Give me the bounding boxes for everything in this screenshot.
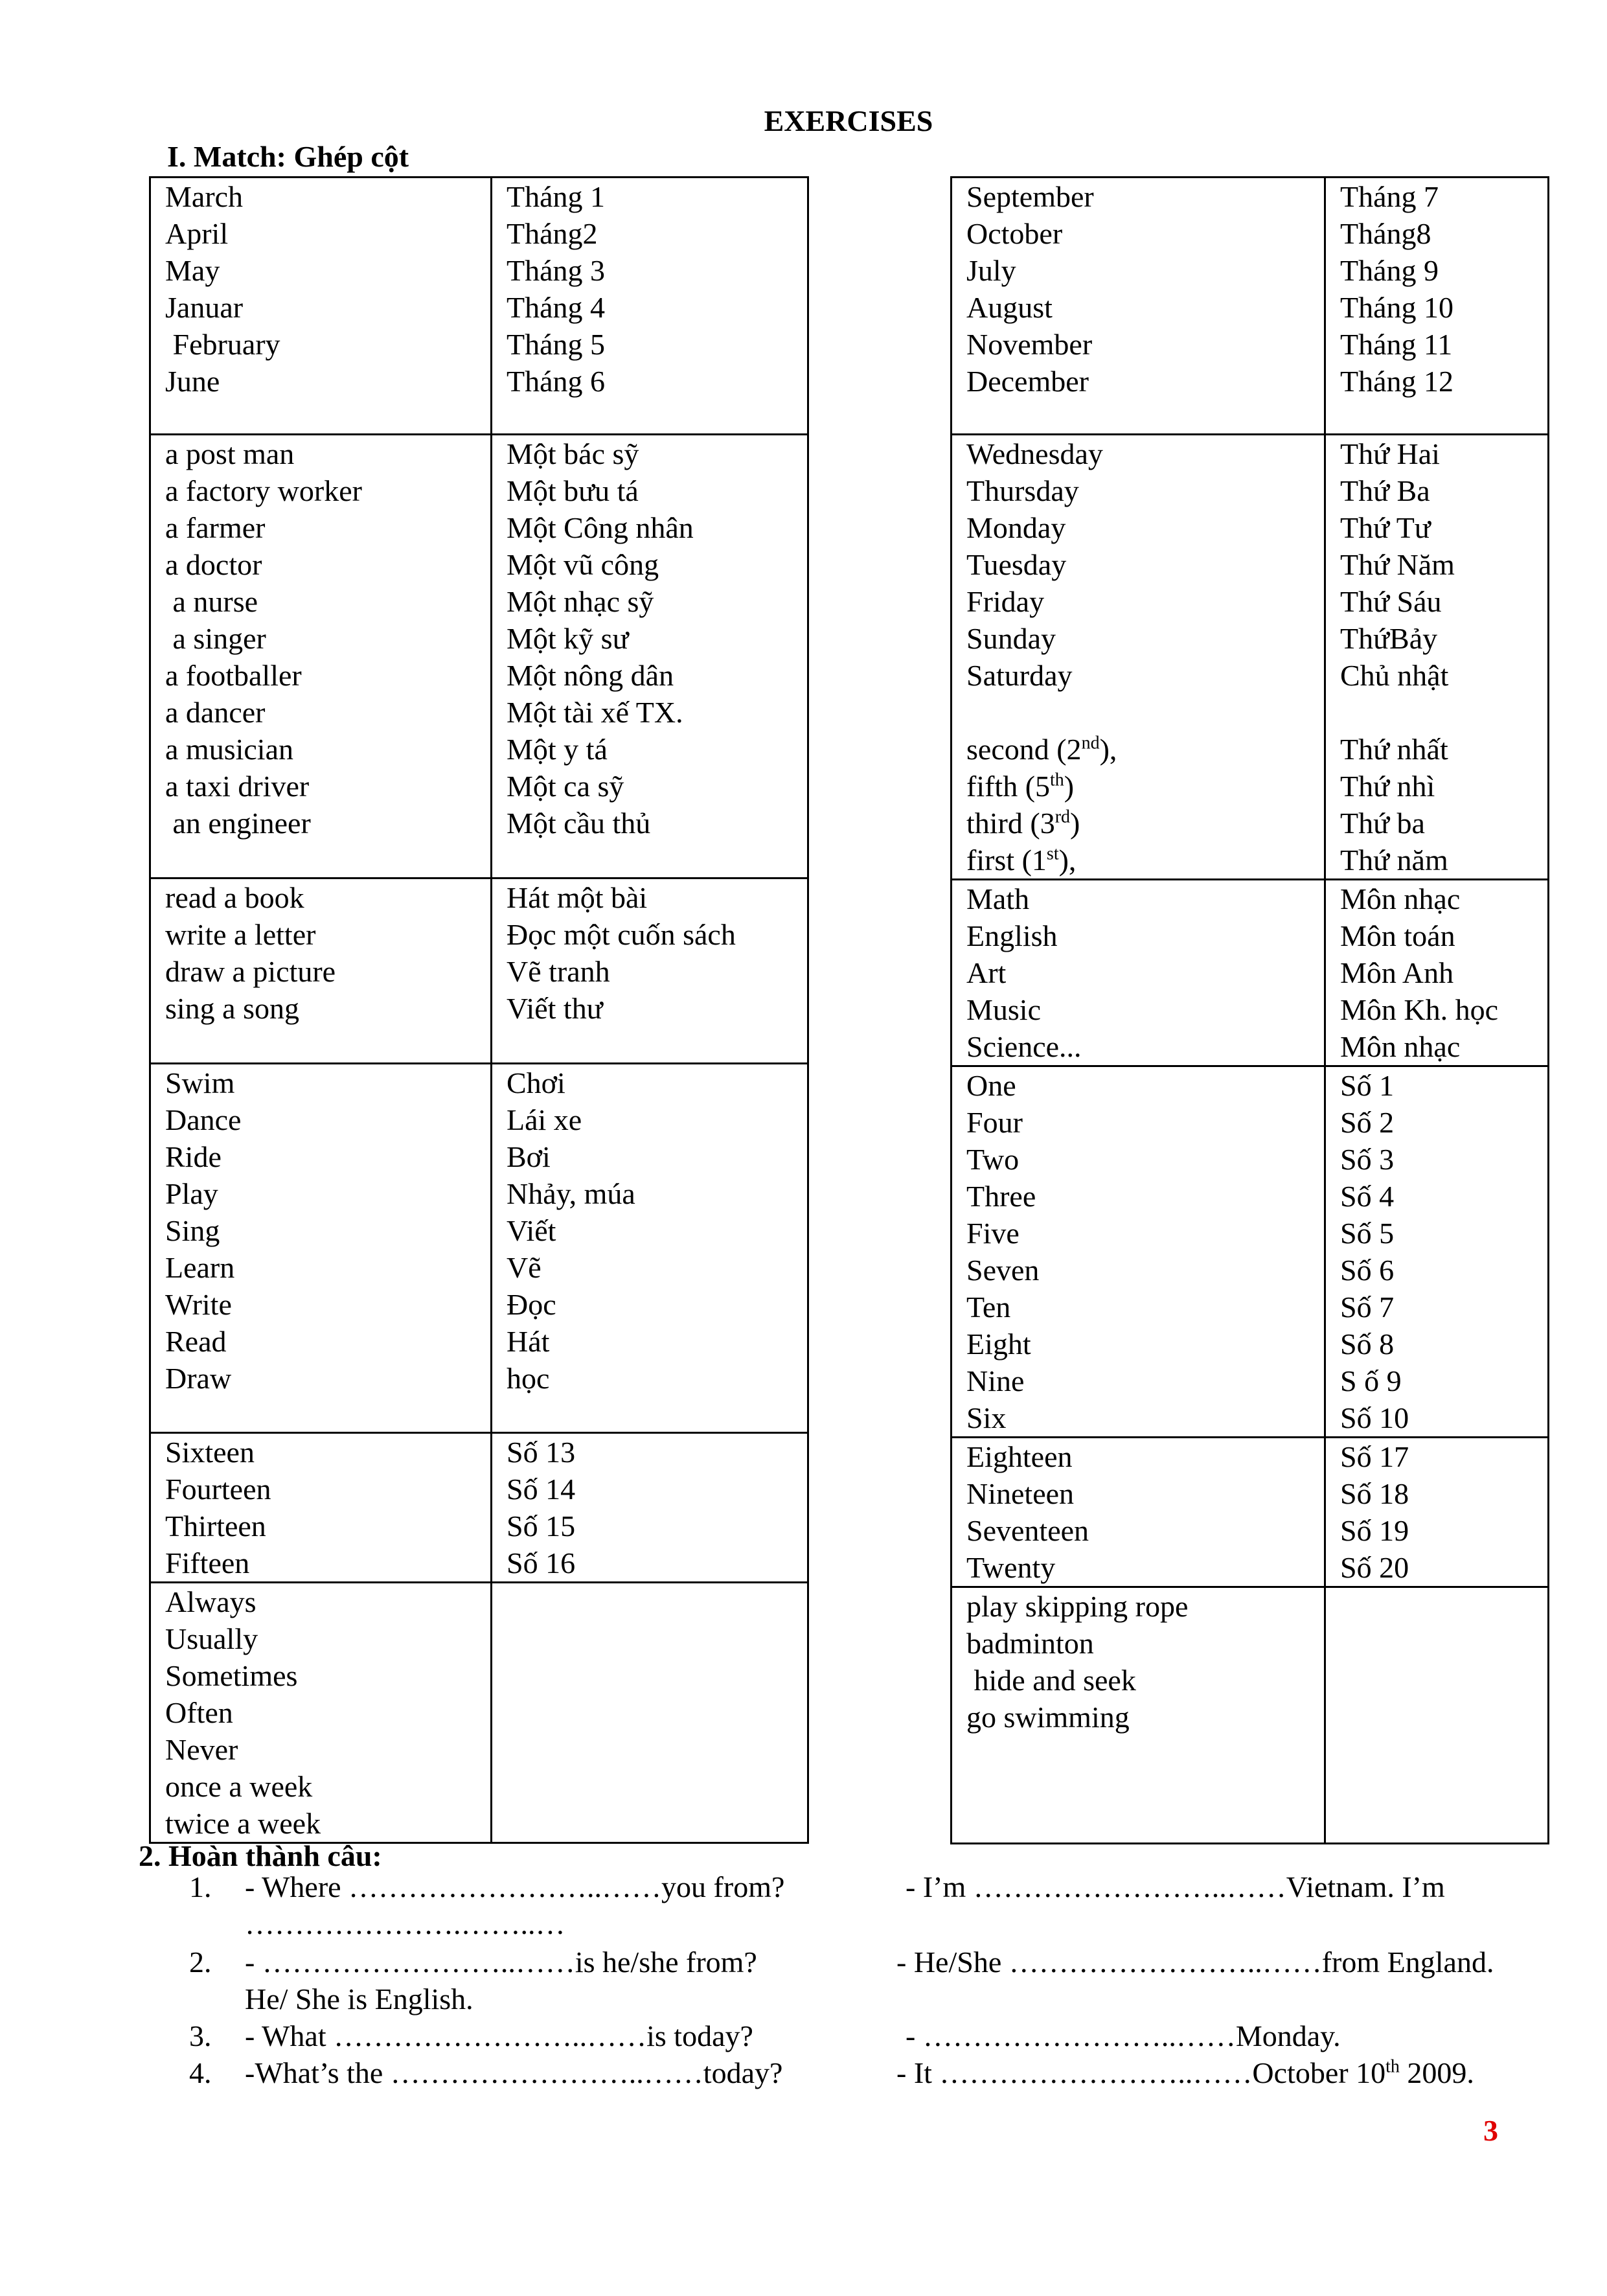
- list-item: Số 16: [507, 1546, 576, 1579]
- list-item: Four: [966, 1106, 1023, 1139]
- list-item: Tháng8: [1340, 217, 1431, 250]
- question-3-prompt: - What ……………………..……is today?: [245, 2019, 753, 2052]
- list-item: badminton: [966, 1627, 1094, 1660]
- ordinal-vn-list: [1340, 731, 1547, 878]
- list-item: Thứ Hai: [1340, 437, 1440, 470]
- english-cell: [150, 435, 492, 878]
- list-item: Thứ Sáu: [1340, 585, 1442, 618]
- table-row: [150, 1064, 808, 1433]
- list-item: Số 4: [1340, 1180, 1395, 1213]
- list-item: Tháng 1: [507, 180, 606, 213]
- list-item: Một kỹ sư: [507, 622, 629, 655]
- list-item: Môn nhạc: [1340, 1030, 1461, 1063]
- left-match-table: [149, 176, 809, 1844]
- english-cell: [952, 1066, 1325, 1438]
- list-item: Write: [165, 1288, 232, 1321]
- list-item: Eight: [966, 1327, 1031, 1360]
- question-number: 3.: [189, 2019, 212, 2052]
- list-item: Viết thư: [507, 992, 603, 1025]
- list-item: Viết: [507, 1214, 556, 1247]
- list-item: Số 20: [1340, 1551, 1409, 1584]
- list-item: Thirteen: [165, 1510, 266, 1543]
- list-item: Ride: [165, 1140, 222, 1173]
- list-item: Five: [966, 1217, 1020, 1250]
- vietnamese-cell: [492, 1433, 808, 1583]
- english-cell: [952, 1587, 1325, 1844]
- list-item: Thứ năm: [1340, 844, 1448, 877]
- vietnamese-cell: [1325, 880, 1549, 1066]
- list-item: Thứ Tư: [1340, 511, 1431, 544]
- table-row: [150, 878, 808, 1064]
- list-item: Nine: [966, 1364, 1025, 1397]
- english-cell: [150, 1064, 492, 1433]
- list-item: Sing: [165, 1214, 220, 1247]
- ordinal-item: third (3rd): [966, 807, 1080, 840]
- list-item: Môn nhạc: [1340, 882, 1461, 915]
- list-item: Chơi: [507, 1066, 565, 1099]
- list-item: Three: [966, 1180, 1036, 1213]
- list-item: July: [966, 254, 1016, 287]
- list-item: play skipping rope: [966, 1590, 1189, 1623]
- question-2-continuation: He/ She is English.: [245, 1982, 473, 2015]
- list-item: Tháng 3: [507, 254, 606, 287]
- list-item: Nhảy, múa: [507, 1177, 635, 1210]
- vietnamese-cell: [1325, 435, 1549, 880]
- list-item: Môn Anh: [1340, 956, 1454, 989]
- list-item: Số 18: [1340, 1477, 1409, 1510]
- list-item: Monday: [966, 511, 1066, 544]
- list-item: Số 15: [507, 1510, 576, 1543]
- list-item: Play: [165, 1177, 218, 1210]
- list-item: Một y tá: [507, 733, 608, 766]
- list-item: Một bác sỹ: [507, 437, 639, 470]
- list-item: Đọc một cuốn sách: [507, 918, 736, 951]
- list-item: Hát một bài: [507, 881, 648, 914]
- list-item: Thứ nhì: [1340, 770, 1435, 803]
- vietnamese-cell: [1325, 1066, 1549, 1438]
- list-item: Eighteen: [966, 1440, 1073, 1473]
- question-2-answer: - He/She ……………………..……from England.: [896, 1946, 1494, 1979]
- list-item: Seven: [966, 1254, 1040, 1287]
- list-item: Tháng2: [507, 217, 598, 250]
- list-item: Six: [966, 1401, 1007, 1434]
- list-item: Friday: [966, 585, 1045, 618]
- list-item: Sometimes: [165, 1659, 298, 1692]
- question-2-prompt: - ……………………..……is he/she from?: [245, 1946, 757, 1979]
- list-item: Art: [966, 956, 1007, 989]
- list-item: Tháng 6: [507, 365, 606, 398]
- list-item: Số 5: [1340, 1217, 1395, 1250]
- table-row: [952, 435, 1549, 880]
- list-item: Số 14: [507, 1473, 576, 1506]
- list-item: a farmer: [165, 511, 266, 544]
- list-item: Vẽ: [507, 1251, 541, 1284]
- list-item: February: [165, 328, 280, 361]
- list-item: Fourteen: [165, 1473, 271, 1506]
- question-1-prompt: - Where ……………………..……you from?: [245, 1870, 785, 1903]
- list-item: Tuesday: [966, 548, 1067, 581]
- vietnamese-cell: [492, 878, 808, 1064]
- list-item: Một nông dân: [507, 659, 674, 692]
- list-item: read a book: [165, 881, 304, 914]
- table-row: [150, 1433, 808, 1583]
- list-item: Môn toán: [1340, 919, 1455, 952]
- ordinal-item: first (1st),: [966, 844, 1077, 877]
- question-4-answer: - It ……………………..……October 10th 2009.: [896, 2056, 1474, 2089]
- vietnamese-cell: [492, 178, 808, 435]
- list-item: an engineer: [165, 807, 311, 840]
- list-item: Một bưu tá: [507, 474, 639, 507]
- list-item: once a week: [165, 1770, 313, 1803]
- list-item: Số 10: [1340, 1401, 1409, 1434]
- list-item: November: [966, 328, 1093, 361]
- list-item: a taxi driver: [165, 770, 310, 803]
- list-item: Thứ nhất: [1340, 733, 1448, 766]
- list-item: Sunday: [966, 622, 1056, 655]
- page-number: 3: [1483, 2114, 1498, 2147]
- list-item: Tháng 10: [1340, 291, 1454, 324]
- list-item: October: [966, 217, 1063, 250]
- english-cell: [150, 1583, 492, 1843]
- table-row: [150, 178, 808, 435]
- vietnamese-cell: [492, 435, 808, 878]
- list-item: Chủ nhật: [1340, 659, 1449, 692]
- list-item: Seventeen: [966, 1514, 1089, 1547]
- ordinal-item: second (2nd),: [966, 733, 1117, 766]
- english-cell: [150, 178, 492, 435]
- list-item: Một vũ công: [507, 548, 659, 581]
- list-item: Two: [966, 1143, 1020, 1176]
- question-number: 2.: [189, 1946, 212, 1979]
- list-item: One: [966, 1069, 1016, 1102]
- list-item: hide and seek: [966, 1664, 1136, 1697]
- list-item: Music: [966, 993, 1041, 1026]
- list-item: Một ca sỹ: [507, 770, 624, 803]
- list-item: học: [507, 1362, 550, 1395]
- list-item: Fifteen: [165, 1546, 250, 1579]
- list-item: Read: [165, 1325, 227, 1358]
- table-row: [952, 1066, 1549, 1438]
- list-item: draw a picture: [165, 955, 336, 988]
- list-item: Lái xe: [507, 1103, 582, 1136]
- list-item: Số 8: [1340, 1327, 1395, 1360]
- list-item: Số 19: [1340, 1514, 1409, 1547]
- table-row: [952, 1587, 1549, 1844]
- question-4-prompt: -What’s the ……………………..……today?: [245, 2056, 783, 2089]
- list-item: Ten: [966, 1291, 1011, 1324]
- list-item: Môn Kh. học: [1340, 993, 1499, 1026]
- list-item: April: [165, 217, 229, 250]
- right-match-table: [950, 176, 1549, 1844]
- list-item: write a letter: [165, 918, 316, 951]
- question-3-answer: - ……………………..……Monday.: [906, 2019, 1341, 2052]
- list-item: Một nhạc sỹ: [507, 585, 654, 618]
- list-item: a doctor: [165, 548, 262, 581]
- table-row: [150, 435, 808, 878]
- english-cell: [150, 878, 492, 1064]
- list-item: Always: [165, 1585, 256, 1618]
- list-item: sing a song: [165, 992, 299, 1025]
- section-2-heading: 2. Hoàn thành câu:: [139, 1839, 382, 1872]
- vietnamese-cell: [492, 1064, 808, 1433]
- empty-cell: [1325, 1587, 1549, 1844]
- list-item: Swim: [165, 1066, 235, 1099]
- list-item: Hát: [507, 1325, 550, 1358]
- list-item: Draw: [165, 1362, 232, 1395]
- english-cell: [952, 178, 1325, 435]
- weekday-list: [966, 435, 1324, 694]
- vietnamese-cell: [1325, 178, 1549, 435]
- list-item: ThứBảy: [1340, 622, 1438, 655]
- list-item: Thursday: [966, 474, 1079, 507]
- list-item: Dance: [165, 1103, 242, 1136]
- list-item: Số 7: [1340, 1291, 1395, 1324]
- list-item: Never: [165, 1733, 238, 1766]
- list-item: June: [165, 365, 220, 398]
- table-row: [150, 1583, 808, 1843]
- list-item: a nurse: [165, 585, 258, 618]
- list-item: Số 2: [1340, 1106, 1395, 1139]
- list-item: Tháng 11: [1340, 328, 1453, 361]
- question-1-answer: - I’m ……………………..……Vietnam. I’m: [906, 1870, 1445, 1903]
- list-item: Vẽ tranh: [507, 955, 610, 988]
- list-item: Một Công nhân: [507, 511, 694, 544]
- list-item: Số 1: [1340, 1069, 1395, 1102]
- list-item: Số 13: [507, 1436, 576, 1469]
- section-1-heading: I. Match: Ghép cột: [167, 140, 409, 173]
- list-item: December: [966, 365, 1089, 398]
- list-item: Tháng 5: [507, 328, 606, 361]
- list-item: Bơi: [507, 1140, 551, 1173]
- list-item: May: [165, 254, 220, 287]
- list-item: go swimming: [966, 1701, 1130, 1734]
- list-item: Science...: [966, 1030, 1082, 1063]
- list-item: English: [966, 919, 1058, 952]
- list-item: a dancer: [165, 696, 266, 729]
- english-cell: [952, 1438, 1325, 1587]
- list-item: a post man: [165, 437, 295, 470]
- list-item: Often: [165, 1696, 233, 1729]
- list-item: a musician: [165, 733, 293, 766]
- list-item: Sixteen: [165, 1436, 255, 1469]
- question-number: 4.: [189, 2056, 212, 2089]
- list-item: Twenty: [966, 1551, 1056, 1584]
- list-item: twice a week: [165, 1807, 321, 1840]
- list-item: Số 6: [1340, 1254, 1395, 1287]
- english-cell: [150, 1433, 492, 1583]
- list-item: Đọc: [507, 1288, 556, 1321]
- question-1-continuation: ………………….……..…: [245, 1907, 565, 1940]
- list-item: Tháng 9: [1340, 254, 1439, 287]
- list-item: Tháng 12: [1340, 365, 1454, 398]
- list-item: Số 17: [1340, 1440, 1409, 1473]
- list-item: Thứ Ba: [1340, 474, 1430, 507]
- list-item: Learn: [165, 1251, 235, 1284]
- list-item: S ố 9: [1340, 1364, 1402, 1397]
- list-item: Số 3: [1340, 1143, 1395, 1176]
- list-item: Một cầu thủ: [507, 807, 651, 840]
- page-title: EXERCISES: [764, 104, 933, 137]
- list-item: a factory worker: [165, 474, 362, 507]
- table-row: [952, 880, 1549, 1066]
- list-item: Tháng 7: [1340, 180, 1439, 213]
- list-item: Một tài xế TX.: [507, 696, 683, 729]
- list-item: Math: [966, 882, 1030, 915]
- list-item: Januar: [165, 291, 244, 324]
- table-row: [952, 1438, 1549, 1587]
- english-cell: [952, 880, 1325, 1066]
- list-item: August: [966, 291, 1053, 324]
- empty-cell: [492, 1583, 808, 1843]
- list-item: Nineteen: [966, 1477, 1075, 1510]
- vietnamese-cell: [1325, 1438, 1549, 1587]
- list-item: September: [966, 180, 1094, 213]
- english-cell: [952, 435, 1325, 880]
- list-item: Thứ Năm: [1340, 548, 1455, 581]
- list-item: a singer: [165, 622, 266, 655]
- list-item: Thứ ba: [1340, 807, 1425, 840]
- list-item: Tháng 4: [507, 291, 606, 324]
- list-item: Usually: [165, 1622, 258, 1655]
- list-item: Wednesday: [966, 437, 1103, 470]
- table-row: [952, 178, 1549, 435]
- question-number: 1.: [189, 1870, 212, 1903]
- list-item: March: [165, 180, 244, 213]
- list-item: a footballer: [165, 659, 302, 692]
- ordinal-item: fifth (5th): [966, 770, 1075, 803]
- list-item: Saturday: [966, 659, 1073, 692]
- weekday-vn-list: [1340, 435, 1547, 694]
